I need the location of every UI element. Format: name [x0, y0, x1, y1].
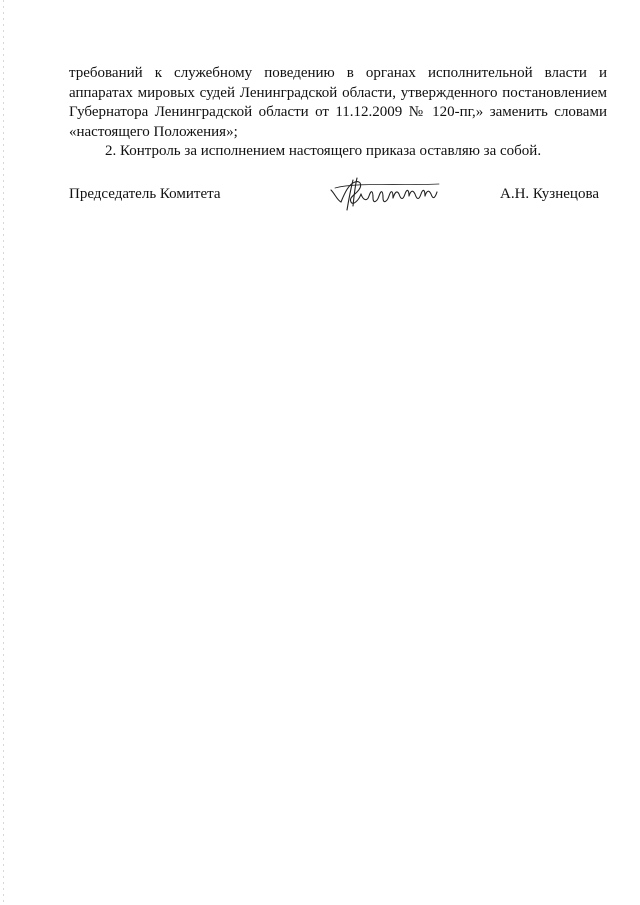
signature-block: [69, 176, 607, 216]
paragraph-line: «настоящего Положения»;: [69, 123, 238, 140]
document-body: [69, 64, 607, 162]
handwritten-signature-icon: [327, 176, 449, 212]
scan-edge-artifact: [3, 0, 4, 905]
paragraph-line: требований к служебному поведению в органах исполнительной власти и: [69, 65, 607, 81]
paragraph-line: аппаратах мировых судей Ленинградской области, утвержденного постановлением: [69, 84, 607, 101]
signatory-position: Председатель Комитета: [69, 186, 221, 202]
signatory-name: А.Н. Кузнецова: [500, 186, 599, 202]
paragraph-control-clause: 2. Контроль за исполнением настоящего приказа оставляю за собой.: [105, 143, 542, 159]
paragraph-continuation: [69, 64, 607, 142]
paragraph-line: Губернатора Ленинградской области от 11.12.2009 № 120-пг,» заменить словами: [69, 104, 607, 120]
